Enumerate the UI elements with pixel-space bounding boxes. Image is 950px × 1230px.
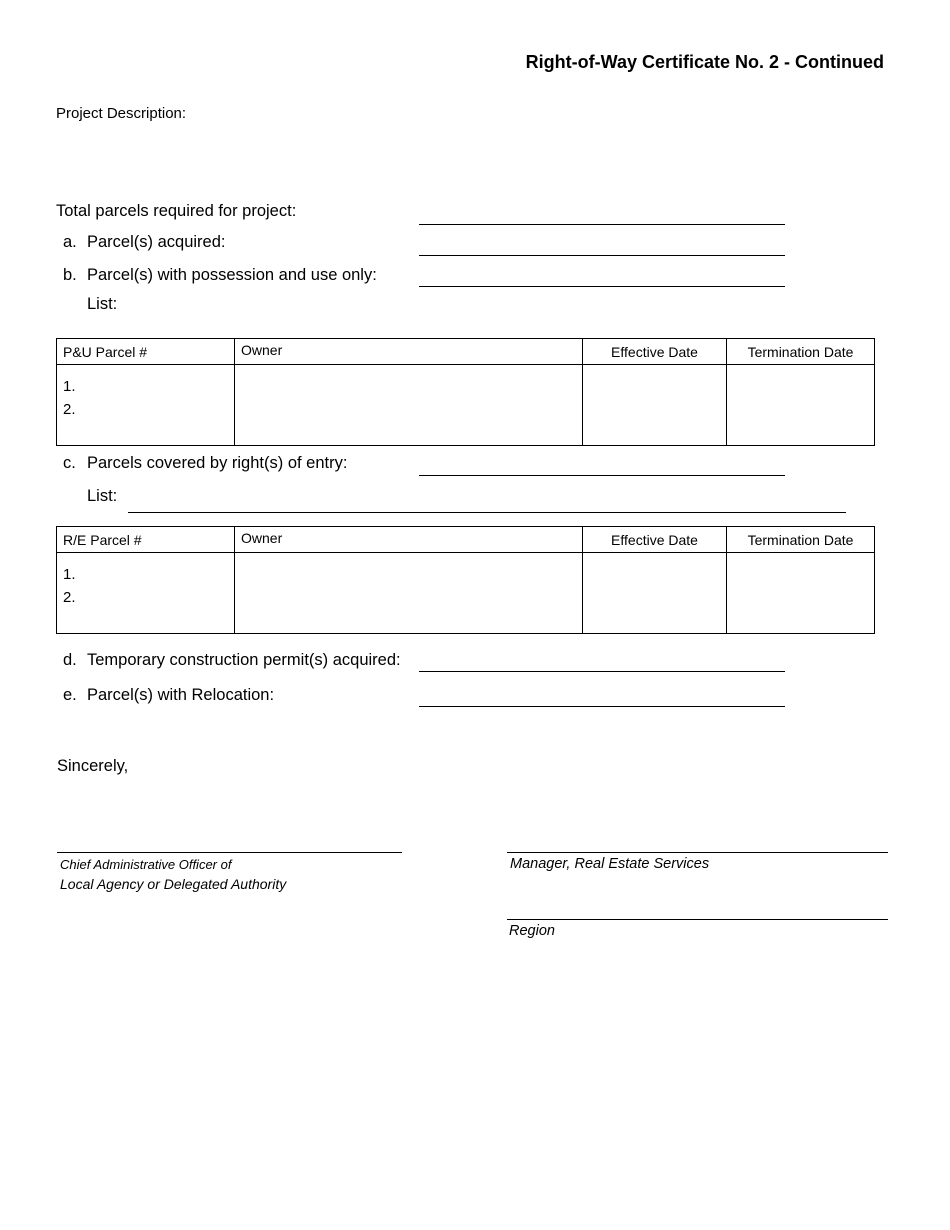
- project-description-label: Project Description:: [56, 105, 187, 122]
- re-termination-date-cell[interactable]: [727, 553, 875, 634]
- re-owner-cell[interactable]: [235, 553, 583, 634]
- re-header-termination-date: Termination Date: [727, 527, 875, 553]
- pu-row-number: 1.: [63, 378, 76, 395]
- item-b-list-label: List:: [87, 295, 118, 313]
- item-a-label: Parcel(s) acquired:: [87, 233, 226, 251]
- pu-header-effective-date: Effective Date: [583, 339, 727, 365]
- pu-effective-date-cell[interactable]: [583, 365, 727, 446]
- region-label: Region: [509, 923, 555, 939]
- right-signature-line[interactable]: [507, 852, 888, 853]
- re-header-parcel: R/E Parcel #: [57, 527, 235, 553]
- parcels-acquired-field[interactable]: [419, 255, 785, 256]
- right-of-entry-list-field[interactable]: [128, 512, 846, 513]
- item-b-label: Parcel(s) with possession and use only:: [87, 266, 377, 284]
- pu-row-number: 2.: [63, 401, 76, 418]
- closing-text: Sincerely,: [57, 757, 129, 775]
- right-signature-title: Manager, Real Estate Services: [510, 856, 710, 872]
- pu-parcel-table: [56, 338, 875, 446]
- temporary-permit-field[interactable]: [419, 671, 785, 672]
- item-b-marker: b.: [63, 266, 77, 284]
- region-signature-line[interactable]: [507, 919, 888, 920]
- item-d-label: Temporary construction permit(s) acquired:: [87, 651, 401, 669]
- pu-termination-date-cell[interactable]: [727, 365, 875, 446]
- re-parcel-cell[interactable]: [57, 553, 235, 634]
- item-a-marker: a.: [63, 233, 77, 251]
- page-title: Right-of-Way Certificate No. 2 - Continued: [525, 52, 884, 72]
- left-signature-title: Chief Administrative Officer of: [60, 857, 232, 872]
- relocation-field[interactable]: [419, 706, 785, 707]
- total-parcels-label: Total parcels required for project:: [56, 202, 297, 220]
- re-parcel-table: [56, 526, 875, 634]
- pu-header-parcel: P&U Parcel #: [57, 339, 235, 365]
- item-c-list-label: List:: [87, 487, 118, 505]
- pu-parcel-cell[interactable]: [57, 365, 235, 446]
- re-row-number: 2.: [63, 589, 76, 606]
- item-d-marker: d.: [63, 651, 77, 669]
- left-signature-line[interactable]: [57, 852, 402, 853]
- item-e-marker: e.: [63, 686, 77, 704]
- re-effective-date-cell[interactable]: [583, 553, 727, 634]
- pu-owner-cell[interactable]: [235, 365, 583, 446]
- re-header-owner: Owner: [235, 527, 583, 553]
- item-e-label: Parcel(s) with Relocation:: [87, 686, 275, 704]
- left-signature-subtitle: Local Agency or Delegated Authority: [60, 876, 287, 892]
- pu-header-owner: Owner: [235, 339, 583, 365]
- re-row-number: 1.: [63, 566, 76, 583]
- item-c-label: Parcels covered by right(s) of entry:: [87, 454, 348, 472]
- pu-header-termination-date: Termination Date: [727, 339, 875, 365]
- possession-use-field[interactable]: [419, 286, 785, 287]
- total-parcels-field[interactable]: [419, 224, 785, 225]
- re-header-effective-date: Effective Date: [583, 527, 727, 553]
- item-c-marker: c.: [63, 454, 76, 472]
- right-of-entry-field[interactable]: [419, 475, 785, 476]
